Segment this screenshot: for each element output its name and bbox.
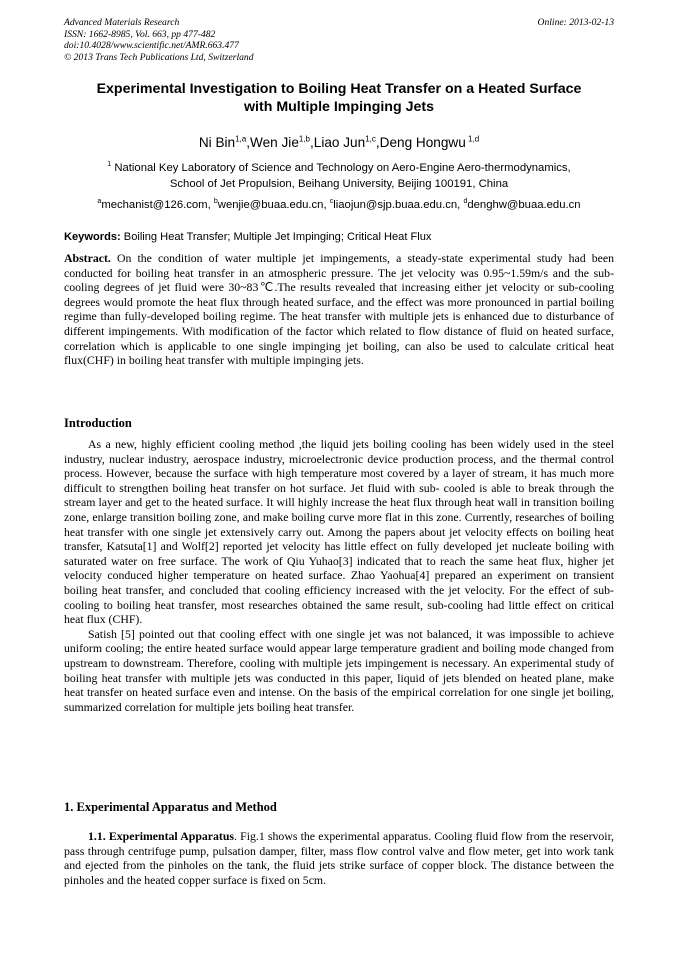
journal-header	[64, 17, 614, 63]
author-list	[64, 130, 614, 152]
author	[314, 135, 380, 150]
section-1-1-paragraph	[64, 829, 614, 887]
title-line-1: Experimental Investigation to Boiling Heat Transfer on a Heated Surface	[96, 81, 582, 97]
email-list	[64, 194, 614, 213]
abstract	[64, 251, 614, 368]
author-name: Ni Bin	[198, 134, 236, 150]
author-affil-mark: 1,c	[365, 134, 376, 143]
email-address: mechanist@126.com,	[101, 198, 214, 211]
keywords	[64, 230, 614, 245]
journal-issn: ISSN: 1662-8985, Vol. 663, pp 477-482	[64, 28, 216, 40]
journal-copyright: © 2013 Trans Tech Publications Ltd, Switzerland	[64, 51, 254, 63]
email[interactable]	[97, 199, 213, 211]
author	[250, 135, 314, 150]
author-name: Deng Hongwu	[379, 134, 466, 150]
email[interactable]	[214, 199, 330, 211]
journal-name: Advanced Materials Research	[64, 17, 180, 28]
author-affil-mark: 1,a	[235, 134, 247, 143]
author-affil-mark: 1,b	[298, 134, 310, 143]
title-line-2: with Multiple Impinging Jets	[244, 99, 434, 115]
journal-doi: doi:10.4028/www.scientific.net/AMR.663.477	[64, 40, 239, 51]
introduction-heading: Introduction	[64, 416, 132, 430]
section-1-heading: 1. Experimental Apparatus and Method	[64, 800, 277, 814]
email-address: liaojun@sjp.buaa.edu.cn,	[333, 198, 464, 211]
author-separator: ,	[246, 134, 251, 150]
author-name: Wen Jie	[250, 134, 299, 150]
online-date: Online: 2013-02-13	[537, 17, 614, 28]
email-mark: d	[463, 198, 468, 205]
email[interactable]	[330, 199, 464, 211]
author-affil-mark: 1,d	[465, 134, 480, 143]
abstract-label: Abstract.	[64, 251, 111, 265]
affiliation-mark: 1	[107, 161, 112, 168]
email[interactable]	[463, 199, 580, 211]
abstract-text: On the condition of water multiple jet impingements, a steady-state experimental study had been conducted for boiling heat transfer in an atmospheric pressure. The jet velocity was 0.95~1.59m/s and the sub-cooling degrees of jet fluid were 30~83℃.The results revealed that increasing either jet velocity or sub-cooling degrees would promote the heat flux through heated surface, and the effect was more pronounced in partial boiling regime than fully-developed boiling regime. The heat transfer with multiple jets is enhanced due to disturbance of different impingements. With modification of the factor which related to flow distance of fluid on heated surface, correlation which is applicable to one single impinging jet boiling, can also be used to calculate critical heat flux(CHF) in boiling heat transfer with multiple impinging jets.	[64, 251, 614, 368]
introduction-paragraph-2: Satish [5] pointed out that cooling effect with one single jet was not balanced, it was impossible to achieve uniform cooling; the entire heated surface would appear large temperature gradient and boiling mode changed from upstream to downstream. Therefore, cooling with multiple jets impingement is necessary. An experimental study of boiling heat transfer with multiple jets was conducted in this paper, liquid of jets blended on heated plane, make heat transfer on heated surface even and intense. On the basis of the empirical correlation for one single jet boiling, summarized correlation for multiple jets boiling heat transfer.	[64, 626, 614, 714]
email-address: wenjie@buaa.edu.cn,	[217, 198, 330, 211]
author-name: Liao Jun	[313, 134, 366, 150]
affiliation-line-1: National Key Laboratory of Science and Technology on Aero-Engine Aero-thermodynamics,	[111, 161, 571, 174]
section-1-1-label: 1.1. Experimental Apparatus	[88, 829, 234, 843]
affiliation	[64, 157, 614, 192]
email-mark: c	[329, 198, 334, 205]
section-1-1-text: . Fig.1 shows the experimental apparatus. Cooling fluid flow from the reservoir, pass through centrifuge pump, pulsation damper, filter, mass flow control valve and flow meter, get into work tank and ejected from the pinholes on the tank, the fluid jets strike surface of copper block. The distance between the pinholes and the heated copper surface is fixed on 5cm.	[64, 829, 614, 887]
keywords-label: Keywords:	[64, 231, 121, 243]
email-address: denghw@buaa.edu.cn	[467, 198, 581, 211]
introduction-body	[64, 437, 614, 714]
author	[199, 135, 250, 150]
author	[380, 135, 480, 150]
keywords-text: Boiling Heat Transfer; Multiple Jet Impinging; Critical Heat Flux	[120, 231, 432, 243]
paper-title	[64, 80, 614, 116]
affiliation-line-2: School of Jet Propulsion, Beihang University, Beijing 100191, China	[169, 177, 509, 190]
author-separator: ,	[375, 134, 380, 150]
author-separator: ,	[310, 134, 314, 150]
email-mark: a	[97, 198, 102, 205]
email-mark: b	[213, 198, 218, 205]
introduction-paragraph-1: As a new, highly efficient cooling method ,the liquid jets boiling cooling has been widely used in the steel industry, nuclear industry, aerospace industry, microelectronic device production process, and the thermal control process. However, because the surface with high temperature most covered by a layer of stream, it has much more difficult to strengthen boiling heat transfer on hot surface. Jet fluid with sub- cooled is able to break through the stream layer and get to the heated surface. It will highly increase the heat flux through heat wall in transition boiling zone, enlarge transition boiling zone, and make boiling curve more flat in this zone. Currently, researches of boiling heat transfer with one single jet extensively carry out. Among the papers about jet velocity effects on boiling heat transfer, Katsuta[1] and Wolf[2] reported jet velocity has little effect on fully developed jet nucleate boiling with saturated water on free surface. The work of Qiu Yuhao[3] indicated that to reach the same heat flux, higher jet velocity conduced higher temperature on heated surface. Zhao Yaohua[4] prepared an experiment on transient boiling heat transfer, and concluded that cooling efficiency increased with the jet velocity. For the effect of sub-cooling to boiling heat transfer, most researches obtained the same result, sub-cooling had little effect on critical heat flux (CHF).	[64, 437, 614, 627]
